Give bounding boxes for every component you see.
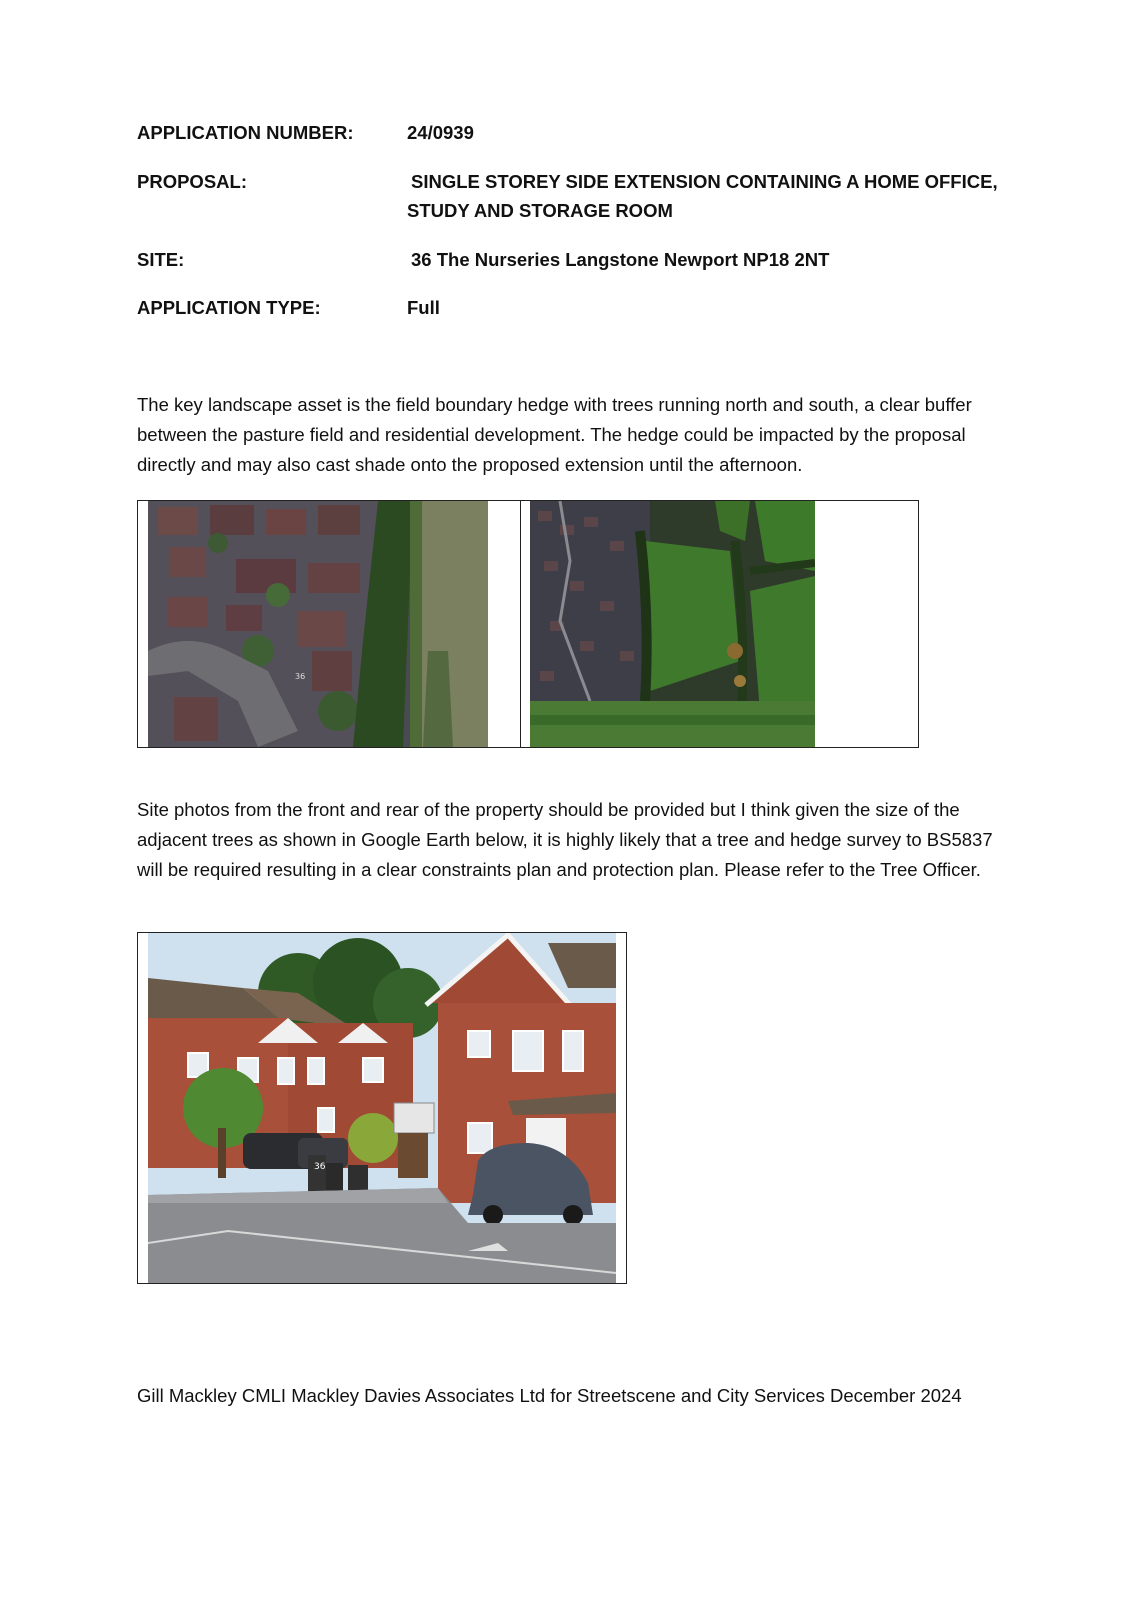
street-view-image	[148, 933, 616, 1283]
street-view-frame	[137, 932, 627, 1284]
aerial-house-number: 36	[295, 672, 306, 681]
site-photos-paragraph: Site photos from the front and rear of the property should be provided but I think given the size of the adjacent trees as shown in Google Earth below, it is highly likely that a tree and hedge survey to BS5837 will be required resulting in a clear constraints plan and protection plan. Please refer to the Tree Officer.	[137, 799, 993, 880]
aerial-close-view-image	[148, 501, 488, 747]
author-credit: Gill Mackley CMLI Mackley Davies Associates Ltd for Streetscene and City Services December 2024	[137, 1385, 962, 1406]
proposal-value-line1: SINGLE STOREY SIDE EXTENSION CONTAINING A HOME OFFICE,	[411, 171, 998, 192]
aerial-wide-view-image	[530, 501, 815, 747]
application-type-label: APPLICATION TYPE:	[137, 297, 321, 318]
site-value: 36 The Nurseries Langstone Newport NP18 2NT	[411, 249, 830, 270]
application-number-label: APPLICATION NUMBER:	[137, 122, 354, 143]
street-house-number: 36	[314, 1162, 326, 1172]
site-label: SITE:	[137, 249, 185, 270]
aerial-images-frame	[137, 500, 919, 748]
application-type-value: Full	[407, 297, 440, 318]
proposal-value-line2: STUDY AND STORAGE ROOM	[407, 200, 673, 221]
proposal-label: PROPOSAL:	[137, 171, 247, 192]
application-number-value: 24/0939	[407, 122, 474, 143]
aerial-images-divider	[520, 501, 521, 747]
landscape-assessment-paragraph: The key landscape asset is the field boundary hedge with trees running north and south, a clear buffer between the pasture field and residential development. The hedge could be impacted by the proposal directly and may also cast shade onto the proposed extension until the afternoon.	[137, 394, 972, 475]
